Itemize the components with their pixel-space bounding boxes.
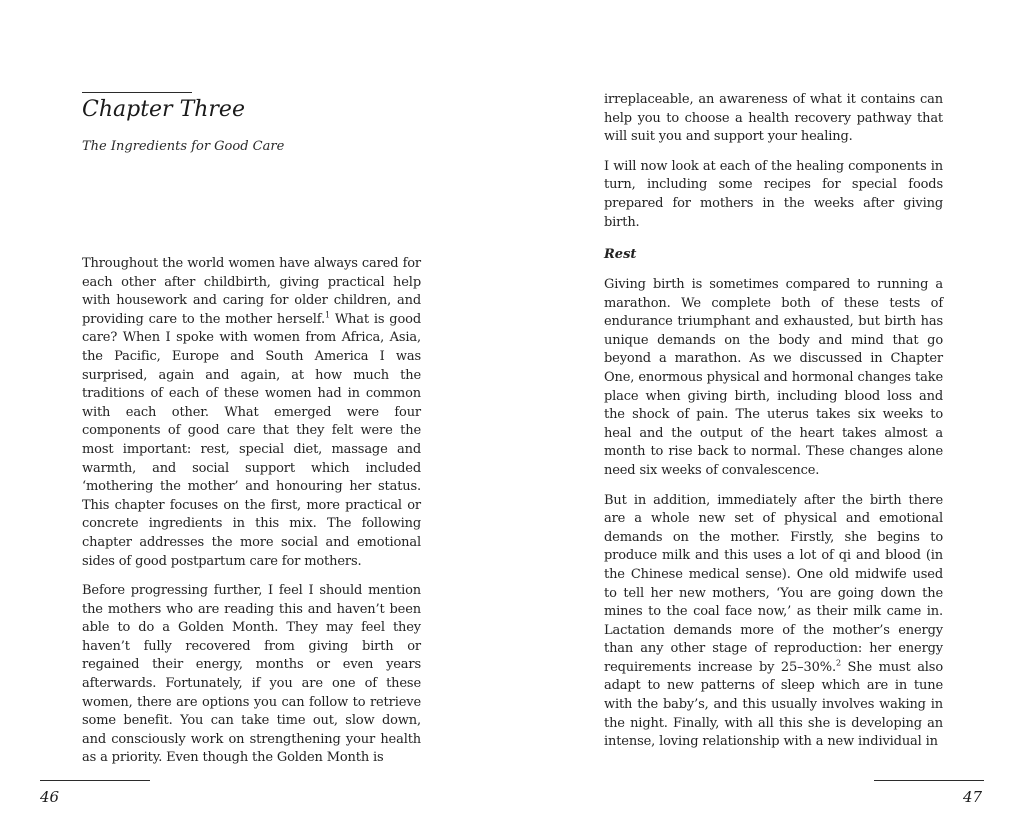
footer-rule (40, 780, 150, 781)
chapter-title-rule (82, 92, 192, 93)
body-paragraph: I will now look at each of the healing components in turn, including some recipes for special foods prepared for mothers in the weeks after giving birth. (604, 158, 943, 230)
body-paragraph: Giving birth is sometimes compared to running a marathon. We complete both of these tests of endurance triumphant and exhausted, but birth has unique demands on the body and mind that go beyond a marathon. As we discussed in Chapter One, enormous physical and hormonal changes take place when giving birth, including blood loss and the shock of pain. The uterus takes six weeks to heal and the output of the heart takes almost a month to rise back to normal. These changes alone need six weeks of convalescence. (604, 277, 943, 478)
right-page (512, 0, 1024, 838)
left-body-text (82, 255, 421, 779)
page-number: 47 (963, 788, 983, 806)
body-paragraph: irreplaceable, an awareness of what it contains can help you to choose a health recovery pathway that will suit you and support your healing. (604, 92, 943, 145)
body-paragraph: Before progressing further, I feel I should mention the mothers who are reading this and haven’t been able to do a Golden Month. They may feel they haven’t fully recovered from giving birth or regained their energy, months or even years afterwards. Fortunately, if you are one of these women, there are options you can follow to retrieve some benefit. You can take time out, slow down, and consciously work on strengthening your health as a priority. Even though the Golden Month is (82, 583, 421, 766)
footer-rule (874, 780, 984, 781)
right-section-text (604, 276, 943, 763)
footnote-marker[interactable]: 2 (835, 658, 841, 668)
body-paragraph: Throughout the world women have always cared for each other after childbirth, giving practical help with housework and caring for older children, and providing care to the mother herself.$^1$ What is good care? When I spoke with women from Africa, Asia, the Pacific, Europe and South America I was surprised, again and again, at how much the traditions of each of these women had in common with each other. What emerged were four components of good care that they felt were the most important: rest, special diet, massage and warmth, and social support which included ‘mothering the mother’ and honouring her status. This chapter focuses on the first, more practical or concrete ingredients in this mix. The following chapter addresses the more social and emotional sides of good postpartum care for mothers. (82, 256, 421, 569)
page-number: 46 (40, 788, 60, 806)
right-intro-text (604, 91, 943, 243)
body-paragraph: But in addition, immediately after the birth there are a whole new set of physical and emotional demands on the mother. Firstly, she begins to produce milk and this uses a lot of qi and blood (in the Chinese medical sense). One old midwife used to tell her new mothers, ‘You are going down the mines to the coal face now,’ as their milk came in. Lactation demands more of the mother’s energy than any other stage of reproduction: her energy requirements increase by 25–30%.$^2$ She must also adapt to new patterns of sleep which are in tune with the baby’s, and this usually involves waking in the night. Finally, with all this she is developing an intense, loving relationship with a new individual in (604, 492, 943, 750)
footnote-marker[interactable]: 1 (324, 310, 330, 320)
chapter-title: Chapter Three (82, 97, 245, 122)
chapter-subtitle: The Ingredients for Good Care (82, 139, 285, 154)
section-heading: Rest (604, 247, 637, 262)
